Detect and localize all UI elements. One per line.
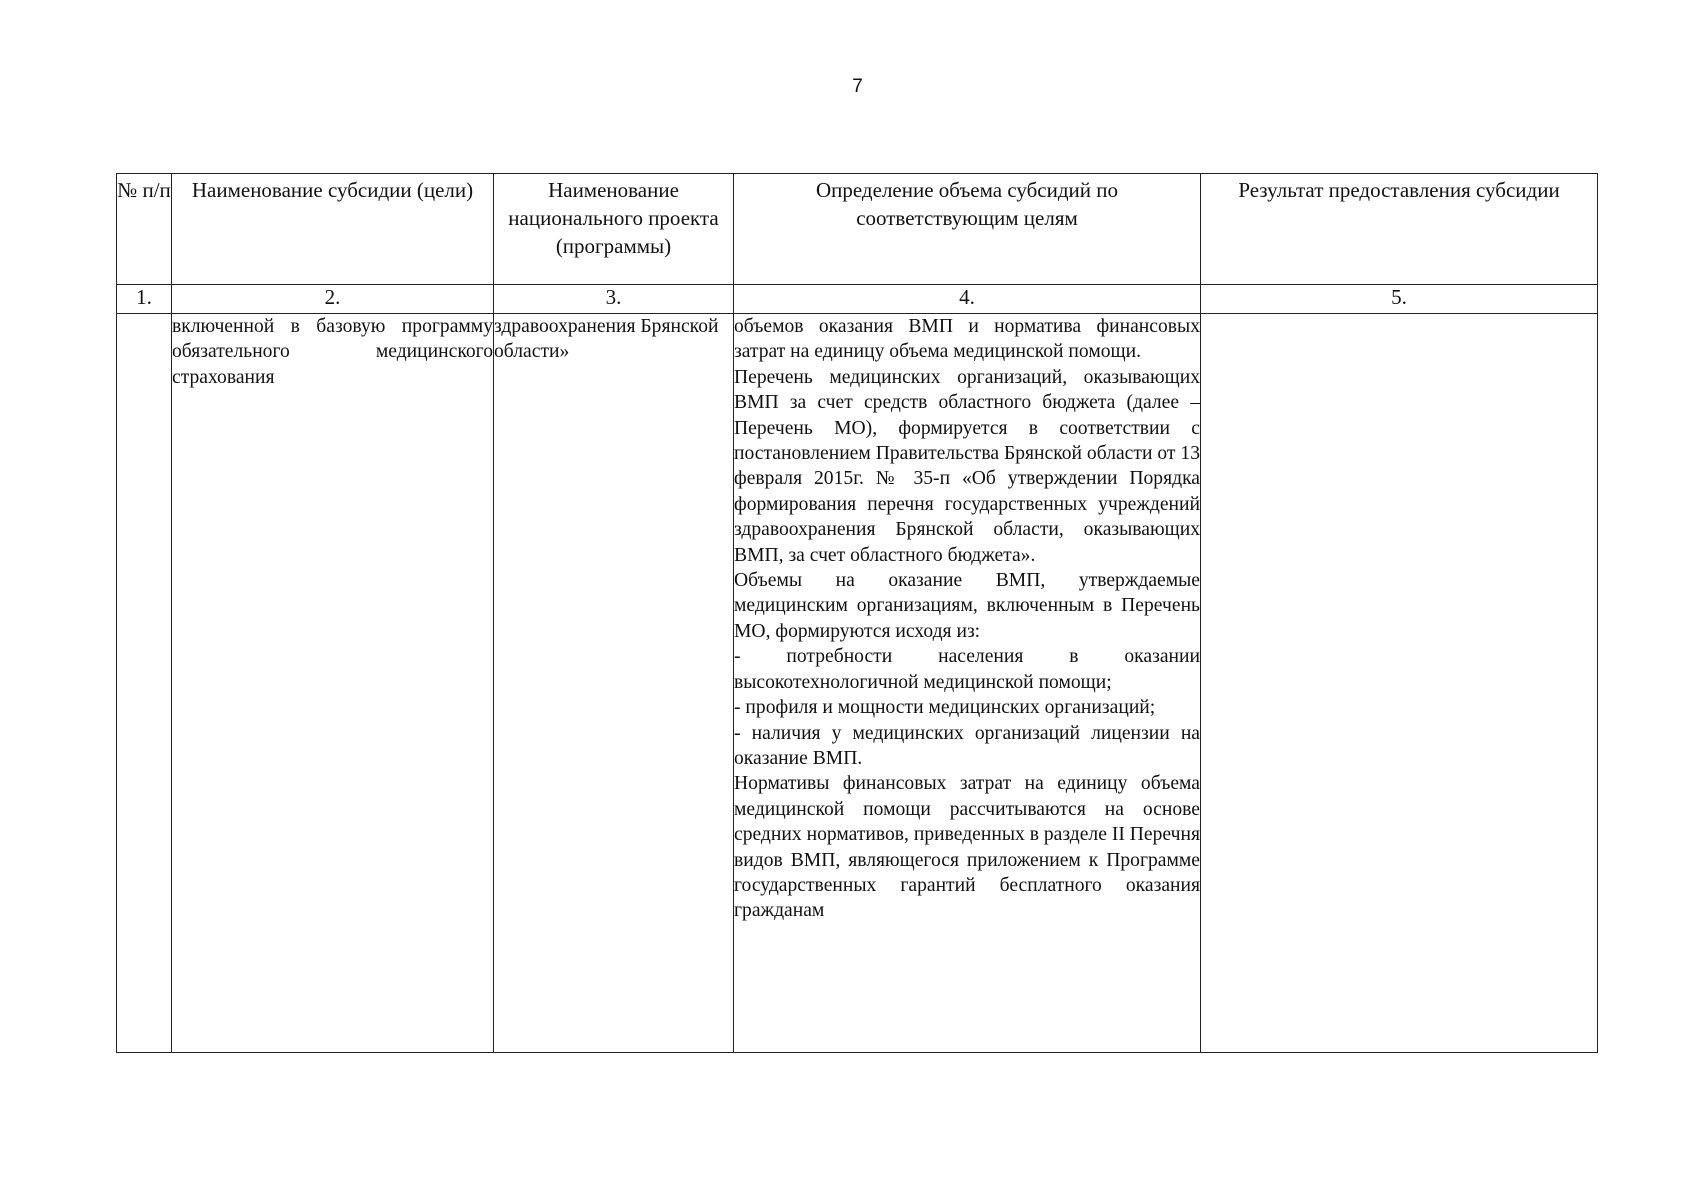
column-number: 1. bbox=[117, 285, 172, 314]
column-number: 3. bbox=[494, 285, 734, 314]
page-number: 7 bbox=[852, 76, 863, 97]
cell-number bbox=[117, 314, 172, 1053]
paragraph: объемов оказания ВМП и норматива финансовых затрат на единицу объема медицинской помощи. bbox=[734, 316, 1200, 363]
paragraph: Объемы на оказание ВМП, утверждаемые медицинским организациям, включенным в Перечень МО, формируются исходя из: bbox=[734, 570, 1200, 642]
cell-result bbox=[1201, 314, 1598, 1053]
header-national-project: Наименование национального проекта (программы) bbox=[494, 174, 734, 285]
header-number: № п/п bbox=[117, 174, 172, 285]
column-number: 5. bbox=[1201, 285, 1598, 314]
column-number: 2. bbox=[172, 285, 494, 314]
list-item: - потребности населения в оказании высокотехнологичной медицинской помощи; bbox=[734, 646, 1200, 693]
list-item: - наличия у медицинских организаций лицензии на оказание ВМП. bbox=[734, 722, 1200, 769]
table-row bbox=[117, 314, 1598, 1053]
list-item: - профиля и мощности медицинских организаций; bbox=[734, 697, 1156, 719]
header-row bbox=[117, 174, 1598, 285]
paragraph: Перечень медицинских организаций, оказывающих ВМП за счет средств областного бюджета (далее – Перечень МО), формируется в соответствии с постановлением Правительства Брянской области от 13 февраля 2015г. № 35-п «Об утверждении Порядка формирования перечня государственных учреждений здравоохранения Брянской области, оказывающих ВМП, за счет областного бюджета». bbox=[734, 366, 1200, 566]
header-volume-definition: Определение объема субсидий по соответствующим целям bbox=[734, 174, 1201, 285]
cell-subsidy-name: включенной в базовую программу обязательного медицинского страхования bbox=[172, 314, 494, 1053]
column-number-row bbox=[117, 285, 1598, 314]
paragraph: Нормативы финансовых затрат на единицу объема медицинской помощи рассчитываются на основе средних нормативов, приведенных в разделе II Перечня видов ВМП, являющегося приложением к Программе государственных гарантий бесплатного оказания гражданам bbox=[734, 773, 1200, 922]
header-subsidy-name: Наименование субсидии (цели) bbox=[172, 174, 494, 285]
cell-volume-definition bbox=[734, 314, 1201, 1053]
header-result: Результат предоставления субсидии bbox=[1201, 174, 1598, 285]
subsidy-table bbox=[116, 173, 1598, 1053]
column-number: 4. bbox=[734, 285, 1201, 314]
cell-national-project: здравоохранения Брянской области» bbox=[494, 314, 734, 1053]
